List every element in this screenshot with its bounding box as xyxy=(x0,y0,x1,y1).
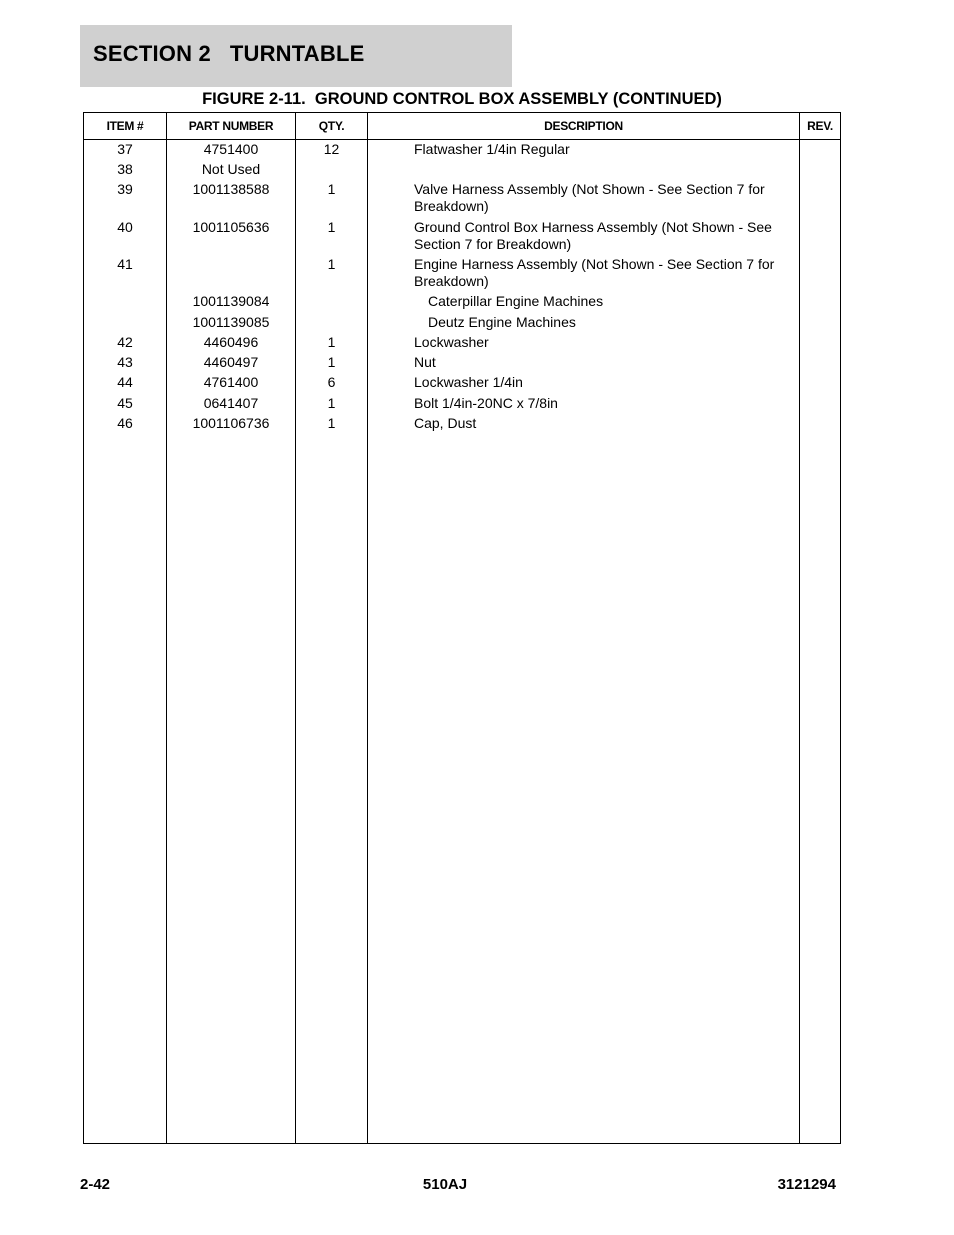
item-number: 37 xyxy=(117,141,133,157)
description: Flatwasher 1/4in Regular xyxy=(414,141,570,157)
item-number: 43 xyxy=(117,354,133,370)
item-number: 38 xyxy=(117,161,133,177)
quantity: 12 xyxy=(323,141,340,157)
parts-table xyxy=(83,112,841,1144)
quantity: 1 xyxy=(327,181,336,197)
item-number: 46 xyxy=(117,415,133,431)
description: Nut xyxy=(414,354,436,370)
part-number: 1001139084 xyxy=(192,293,270,309)
header-divider xyxy=(84,139,840,140)
header-rev: REV. xyxy=(807,119,833,133)
description: Ground Control Box Harness Assembly (Not Shown - See Section 7 for Breakdown) xyxy=(414,219,772,252)
item-number: 39 xyxy=(117,181,133,197)
quantity: 1 xyxy=(327,354,336,370)
item-number: 41 xyxy=(117,256,133,272)
part-number: 1001138588 xyxy=(192,181,270,197)
quantity: 1 xyxy=(327,219,336,235)
part-number: 4460497 xyxy=(203,354,259,370)
quantity: 1 xyxy=(327,415,336,431)
part-number: Not Used xyxy=(201,161,261,177)
description: Valve Harness Assembly (Not Shown - See Section 7 for Breakdown) xyxy=(414,181,765,214)
part-number: 4761400 xyxy=(203,374,259,390)
item-number: 40 xyxy=(117,219,133,235)
document-number: 3121294 xyxy=(777,1176,836,1193)
description: Lockwasher 1/4in xyxy=(414,374,523,390)
figure-title: FIGURE 2-11. GROUND CONTROL BOX ASSEMBLY (CONTINUED) xyxy=(202,90,722,108)
part-number: 4460496 xyxy=(203,334,259,350)
description: Caterpillar Engine Machines xyxy=(428,293,604,309)
part-number: 1001139085 xyxy=(192,314,270,330)
column-divider xyxy=(799,113,800,1143)
description: Cap, Dust xyxy=(414,415,477,431)
item-number: 44 xyxy=(117,374,133,390)
column-divider xyxy=(166,113,167,1143)
quantity: 6 xyxy=(327,374,336,390)
item-number: 45 xyxy=(117,395,133,411)
part-number: 1001106736 xyxy=(192,415,270,431)
quantity: 1 xyxy=(327,334,336,350)
section-title: SECTION 2 TURNTABLE xyxy=(93,41,365,66)
header-item: ITEM # xyxy=(106,119,144,133)
model-name: 510AJ xyxy=(422,1176,468,1193)
page-number: 2-42 xyxy=(80,1176,111,1193)
header-description: DESCRIPTION xyxy=(544,119,623,133)
header-qty: QTY. xyxy=(318,119,345,133)
quantity: 1 xyxy=(327,256,336,272)
quantity: 1 xyxy=(327,395,336,411)
part-number: 0641407 xyxy=(203,395,259,411)
column-divider xyxy=(367,113,368,1143)
description: Engine Harness Assembly (Not Shown - See Section 7 for Breakdown) xyxy=(414,256,775,289)
item-number: 42 xyxy=(117,334,133,350)
description: Lockwasher xyxy=(414,334,489,350)
part-number: 1001105636 xyxy=(192,219,270,235)
description: Deutz Engine Machines xyxy=(428,314,576,330)
part-number: 4751400 xyxy=(203,141,259,157)
description: Bolt 1/4in-20NC x 7/8in xyxy=(414,395,558,411)
header-part-number: PART NUMBER xyxy=(188,119,274,133)
